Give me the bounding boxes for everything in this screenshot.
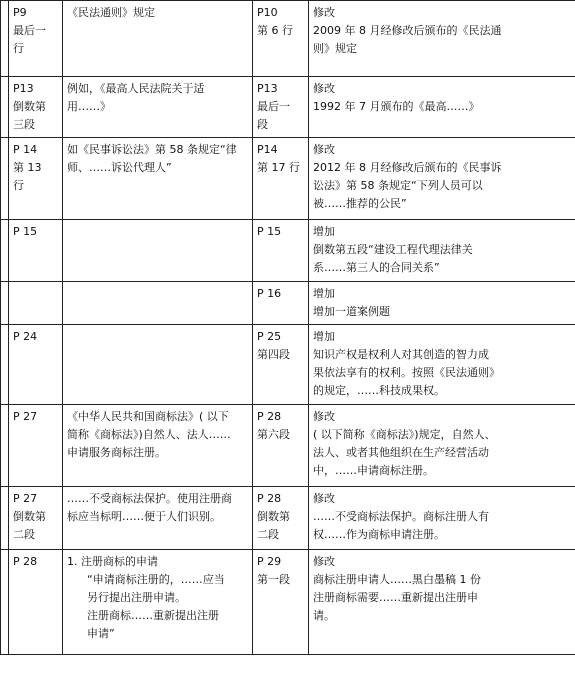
revised-text-line: 2012 年 8 月经修改后颁布的《民事诉 — [313, 161, 502, 174]
margin-cell — [1, 325, 9, 405]
margin-cell — [1, 220, 9, 282]
revised-text-cell — [309, 282, 575, 325]
revised-text-line: 知识产权是权利人对其创造的智力成 — [313, 348, 489, 361]
original-text-line: 《中华人民共和国商标法》( 以下 — [67, 410, 229, 423]
revised-page-line: 第四段 — [257, 348, 290, 361]
original-page-cell — [9, 487, 63, 550]
revised-text-line: 增加一道案例题 — [313, 305, 390, 318]
table-row — [1, 282, 575, 325]
original-text-line: 用……》 — [67, 100, 111, 113]
revised-page-line: P 16 — [257, 287, 282, 300]
table-row — [1, 220, 575, 282]
revised-page-line: P14 — [257, 143, 278, 156]
revised-page-line: P 15 — [257, 225, 282, 238]
revised-page-cell — [253, 282, 309, 325]
revised-text-line: 果依法享有的权利。按照《民法通则》 — [313, 366, 500, 379]
revised-text-line: 修改 — [313, 555, 335, 568]
original-page-cell — [9, 282, 63, 325]
table-row — [1, 325, 575, 405]
original-text-line: 师、……诉讼代理人” — [67, 161, 172, 174]
revised-text-line: 增加 — [313, 330, 335, 343]
margin-cell — [1, 77, 9, 138]
revised-page-line: 二段 — [257, 528, 279, 541]
original-text-cell — [63, 550, 253, 655]
original-text-line: 另行提出注册申请。 — [87, 591, 186, 604]
original-text-line: 注册商标……重新提出注册 — [87, 609, 219, 622]
revised-page-line: P 28 — [257, 492, 282, 505]
original-page-line: P 27 — [13, 410, 38, 423]
original-text-cell — [63, 77, 253, 138]
revised-text-cell — [309, 487, 575, 550]
revised-text-line: 增加 — [313, 225, 335, 238]
revised-page-cell — [253, 405, 309, 487]
table-row — [1, 1, 575, 77]
original-text-line: 1. 注册商标的申请 — [67, 555, 158, 568]
revised-page-cell — [253, 487, 309, 550]
margin-cell — [1, 487, 9, 550]
table-row — [1, 487, 575, 550]
revised-page-line: 倒数第 — [257, 510, 290, 523]
revised-text-line: 修改 — [313, 82, 335, 95]
original-text-line: 如《民事诉讼法》第 58 条规定“律 — [67, 143, 237, 156]
original-page-line: 二段 — [13, 528, 35, 541]
original-text-line: 标应当标明……便于人们识别。 — [67, 510, 221, 523]
revised-text-cell — [309, 550, 575, 655]
original-page-line: 行 — [13, 42, 24, 55]
revised-text-line: 修改 — [313, 410, 335, 423]
revised-text-line: 2009 年 8 月经修改后颁布的《民法通 — [313, 24, 502, 37]
original-page-cell — [9, 325, 63, 405]
original-text-line: 申请” — [87, 627, 115, 640]
revised-page-line: 最后一 — [257, 100, 290, 113]
margin-cell — [1, 550, 9, 655]
original-page-line: P9 — [13, 6, 27, 19]
revised-page-line: 第一段 — [257, 573, 290, 586]
revision-table-body — [1, 1, 575, 655]
revised-text-line: 倒数第五段“建设工程代理法律关 — [313, 243, 473, 256]
original-page-cell — [9, 220, 63, 282]
revised-text-line: 请。 — [313, 609, 335, 622]
revised-page-line: P10 — [257, 6, 278, 19]
original-page-line: 最后一 — [13, 24, 46, 37]
revised-text-line: 讼法》第 58 条规定“下列人员可以 — [313, 179, 483, 192]
revised-text-cell — [309, 220, 575, 282]
margin-cell — [1, 405, 9, 487]
original-page-cell — [9, 77, 63, 138]
revised-text-line: 1992 年 7 月颁布的《最高……》 — [313, 100, 480, 113]
revised-page-cell — [253, 325, 309, 405]
original-page-line: P13 — [13, 82, 34, 95]
original-page-line: P 24 — [13, 330, 38, 343]
revised-text-line: 中，……申请商标注册。 — [313, 464, 434, 477]
original-text-cell — [63, 220, 253, 282]
revised-text-line: ( 以下简称《商标法》)规定，自然人、 — [313, 428, 496, 441]
original-text-cell — [63, 138, 253, 220]
revised-page-cell — [253, 138, 309, 220]
revised-text-line: 注册商标需要……重新提出注册申 — [313, 591, 478, 604]
table-row — [1, 405, 575, 487]
revised-text-line: 系……第三人的合同关系” — [313, 261, 440, 274]
original-page-line: 倒数第 — [13, 100, 46, 113]
revised-text-line: 权……作为商标申请注册。 — [313, 528, 445, 541]
revised-text-line: 修改 — [313, 143, 335, 156]
margin-cell — [1, 1, 9, 77]
revised-page-line: 第 6 行 — [257, 24, 293, 37]
original-page-cell — [9, 138, 63, 220]
margin-cell — [1, 282, 9, 325]
original-page-cell — [9, 550, 63, 655]
revised-text-cell — [309, 77, 575, 138]
original-text-line: 简称《商标法》)自然人、法人…… — [67, 428, 231, 441]
revised-text-line: 法人、或者其他组织在生产经营活动 — [313, 446, 489, 459]
original-text-cell — [63, 1, 253, 77]
original-page-line: 三段 — [13, 118, 35, 131]
revised-text-line: 的规定，……科技成果权。 — [313, 384, 445, 397]
revised-page-line: P13 — [257, 82, 278, 95]
original-page-line: P 15 — [13, 225, 38, 238]
table-row — [1, 77, 575, 138]
revised-page-cell — [253, 550, 309, 655]
original-text-cell — [63, 282, 253, 325]
revised-text-cell — [309, 138, 575, 220]
revised-text-cell — [309, 325, 575, 405]
revised-text-line: 修改 — [313, 6, 335, 19]
original-page-cell — [9, 405, 63, 487]
revised-page-cell — [253, 1, 309, 77]
original-page-cell — [9, 1, 63, 77]
revised-page-line: P 28 — [257, 410, 282, 423]
revised-page-line: P 29 — [257, 555, 282, 568]
original-page-line: P 28 — [13, 555, 38, 568]
revised-page-line: 第六段 — [257, 428, 290, 441]
original-page-line: 倒数第 — [13, 510, 46, 523]
revised-text-line: 被……推荐的公民” — [313, 197, 407, 210]
original-text-cell — [63, 405, 253, 487]
revised-page-line: P 25 — [257, 330, 282, 343]
original-page-line: P 14 — [13, 143, 38, 156]
original-text-line: 《民法通则》规定 — [67, 6, 155, 19]
original-page-line: 行 — [13, 179, 24, 192]
revised-text-line: 商标注册申请人……黑白墨稿 1 份 — [313, 573, 481, 586]
original-text-line: ……不受商标法保护。使用注册商 — [67, 492, 232, 505]
original-text-line: “申请商标注册的，……应当 — [87, 573, 225, 586]
revised-page-cell — [253, 77, 309, 138]
revised-text-line: 则》规定 — [313, 42, 357, 55]
revised-page-line: 段 — [257, 118, 268, 131]
margin-cell — [1, 138, 9, 220]
table-row — [1, 138, 575, 220]
revised-text-line: 增加 — [313, 287, 335, 300]
revised-page-line: 第 17 行 — [257, 161, 300, 174]
original-text-cell — [63, 325, 253, 405]
table-row — [1, 550, 575, 655]
original-page-line: 第 13 — [13, 161, 42, 174]
revised-text-cell — [309, 1, 575, 77]
original-text-line: 例如，《最高人民法院关于适 — [67, 82, 205, 95]
original-text-cell — [63, 487, 253, 550]
original-text-line: 申请服务商标注册。 — [67, 446, 166, 459]
original-page-line: P 27 — [13, 492, 38, 505]
revised-text-line: 修改 — [313, 492, 335, 505]
revised-text-cell — [309, 405, 575, 487]
revised-page-cell — [253, 220, 309, 282]
revised-text-line: ……不受商标法保护。商标注册人有 — [313, 510, 489, 523]
